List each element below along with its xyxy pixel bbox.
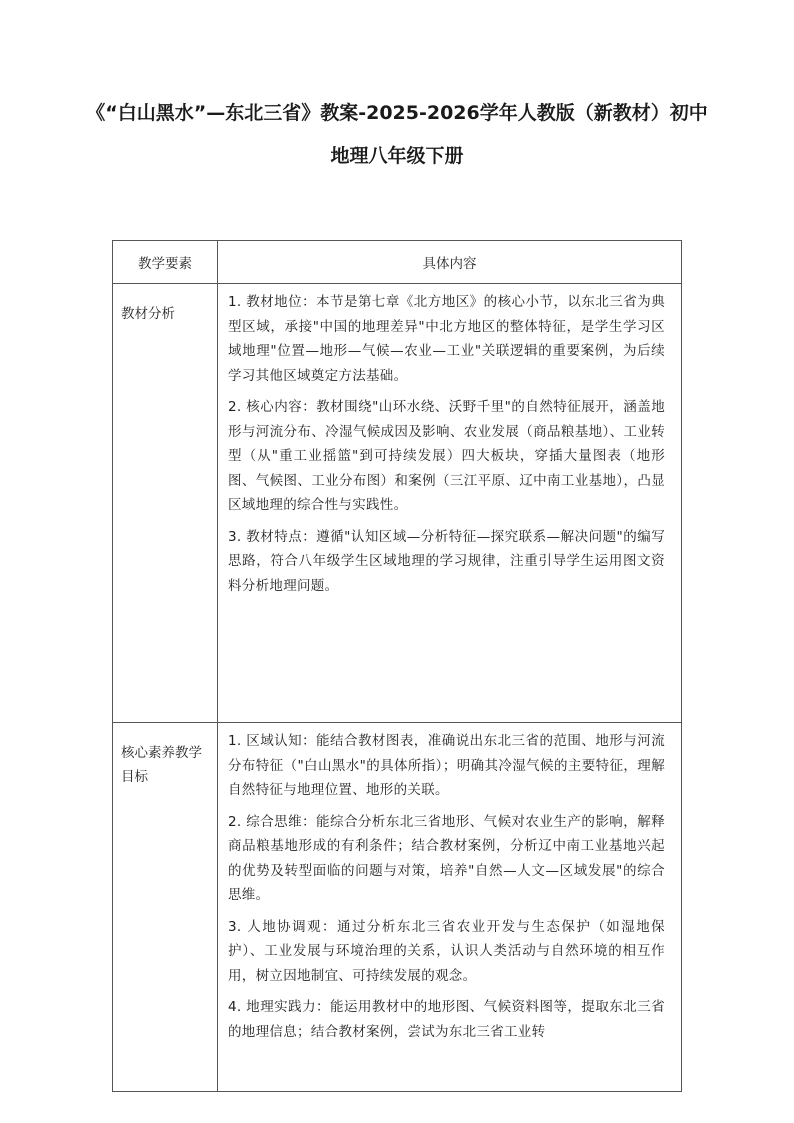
table-header-row bbox=[113, 241, 682, 284]
content-paragraph: 2. 综合思维：能综合分析东北三省地形、气候对农业生产的影响，解释商品粮基地形成的有利条件；结合教材案例，分析辽中南工业基地兴起的优势及转型面临的问题与对策，培养"自然—人文—区域发展"的综合思维。 bbox=[228, 813, 665, 903]
row-label: 教材分析 bbox=[113, 284, 218, 723]
content-paragraph: 4. 地理实践力：能运用教材中的地形图、气候资料图等，提取东北三省的地理信息；结合教材案例，尝试为东北三省工业转 bbox=[228, 999, 665, 1040]
content-paragraph: 3. 人地协调观：通过分析东北三省农业开发与生态保护（如湿地保护）、工业发展与环境治理的关系，认识人类活动与自然环境的相互作用，树立因地制宜、可持续发展的观念。 bbox=[228, 918, 665, 984]
header-specific-content: 具体内容 bbox=[218, 241, 682, 284]
content-paragraph: 1. 区域认知：能结合教材图表，准确说出东北三省的范围、地形与河流分布特征（"白山黑水"的具体所指）；明确其冷湿气候的主要特征，理解自然特征与地理位置、地形的关联。 bbox=[228, 733, 665, 798]
row-content bbox=[218, 723, 682, 1092]
table-row bbox=[113, 284, 682, 723]
header-teaching-element: 教学要素 bbox=[113, 241, 218, 284]
row-label: 核心素养教学目标 bbox=[113, 723, 218, 1092]
lesson-plan-table bbox=[112, 240, 682, 1092]
content-paragraph: 1. 教材地位：本节是第七章《北方地区》的核心小节，以东北三省为典型区域，承接"中国的地理差异"中北方地区的整体特征，是学生学习区域地理"位置—地形—气候—农业—工业"关联逻辑的重要案例，为后续学习其他区域奠定方法基础。 bbox=[228, 294, 665, 384]
content-paragraph: 2. 核心内容：教材围绕"山环水绕、沃野千里"的自然特征展开，涵盖地形与河流分布、冷湿气候成因及影响、农业发展（商品粮基地）、工业转型（从"重工业摇篮"到可持续发展）四大板块，穿插大量图表（地形图、气候图、工业分布图）和案例（三江平原、辽中南工业基地），凸显区域地理的综合性与实践性。 bbox=[228, 399, 665, 513]
row-content bbox=[218, 284, 682, 723]
page-title: 《“白山黑水”—东北三省》教案-2025-2026学年人教版（新教材）初中地理八年级下册 bbox=[86, 102, 708, 167]
content-paragraph: 3. 教材特点：遵循"认知区域—分析特征—探究联系—解决问题"的编写思路，符合八年级学生区域地理的学习规律，注重引导学生运用图文资料分析地理问题。 bbox=[228, 528, 665, 594]
table-row bbox=[113, 723, 682, 1092]
